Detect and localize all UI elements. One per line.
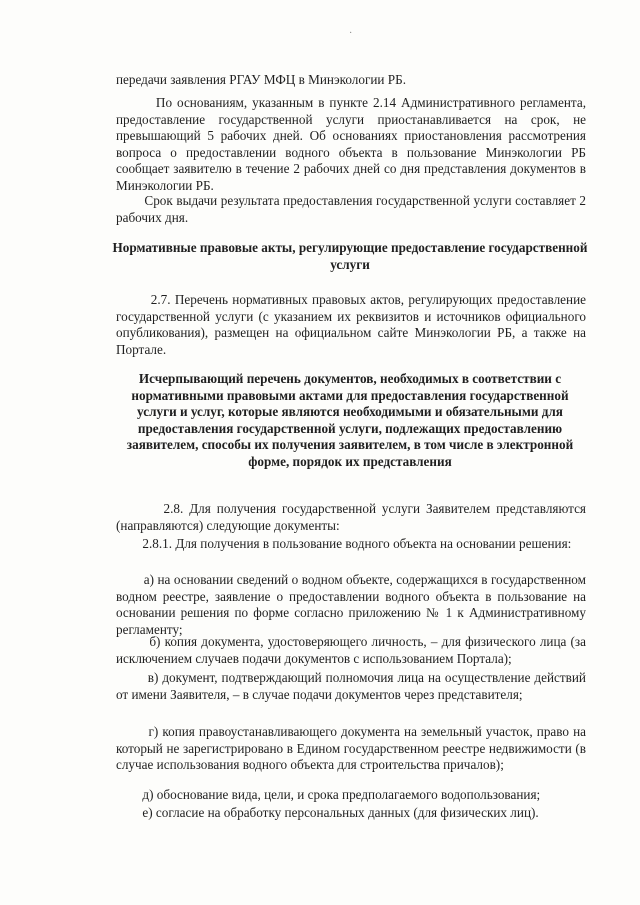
paragraph-2-8: 2.8. Для получения государственной услуги Заявителем представляются (направляются) следующие документы: xyxy=(116,501,586,533)
paragraph-2-7: 2.7. Перечень нормативных правовых актов, регулирующих предоставление государственной услуги (с указанием их реквизитов и источников официального опубликования), размещен на официальном сайте Минэкологии РБ, а также на Портале. xyxy=(116,292,586,357)
heading-legal-acts: Нормативные правовые акты, регулирующие предоставление государственной услуги xyxy=(112,240,588,272)
paragraph-suspension: По основаниям, указанным в пункте 2.14 Административного регламента, предоставление государственной услуги приостанавливается на срок, не превышающий 5 рабочих дней. Об основаниях приостановления рассмотрения вопроса о предоставлении водного объекта в пользование Минэкологии РБ сообщает заявителю в течение 2 рабочих дней со дня представления документов в Минэкологии РБ. xyxy=(116,95,586,193)
list-item-b: б) копия документа, удостоверяющего личность, – для физического лица (за исключением случаев подачи документов с использованием Портала); xyxy=(116,634,586,666)
paragraph-2-8-1: 2.8.1. Для получения в пользование водного объекта на основании решения: xyxy=(116,536,572,551)
list-item-a: а) на основании сведений о водном объекте, содержащихся в государственном водном реестре, заявление о предоставлении водного объекта в пользование на основании решения по форме согласно приложению № 1 к Административному регламенту; xyxy=(116,572,586,637)
list-item-v: в) документ, подтверждающий полномочия лица на осуществление действий от имени Заявителя, – в случае подачи документов через представителя; xyxy=(116,670,586,702)
scan-mark: · xyxy=(349,28,353,39)
list-item-d: д) обоснование вида, цели, и срока предполагаемого водопользования; xyxy=(116,787,541,802)
list-item-e: е) согласие на обработку персональных данных (для физических лиц). xyxy=(116,805,539,820)
paragraph-term: Срок выдачи результата предоставления государственной услуги составляет 2 рабочих дня. xyxy=(116,193,586,225)
paragraph-continuation: передачи заявления РГАУ МФЦ в Минэкологии РБ. xyxy=(116,72,406,87)
list-item-g: г) копия правоустанавливающего документа на земельный участок, право на который не зарегистрировано в Едином государственном реестре недвижимости (в случае использования водного объекта для строительства причалов); xyxy=(116,724,586,772)
heading-documents-list: Исчерпывающий перечень документов, необходимых в соответствии с нормативными правовыми актами для предоставления государственной услуги и услуг, которые являются необходимыми и обязательными для предоставления государственной услуги, подлежащих предоставлению заявителем, способы их получения заявителем, в том числе в электронной форме, порядок их представления xyxy=(126,371,574,469)
